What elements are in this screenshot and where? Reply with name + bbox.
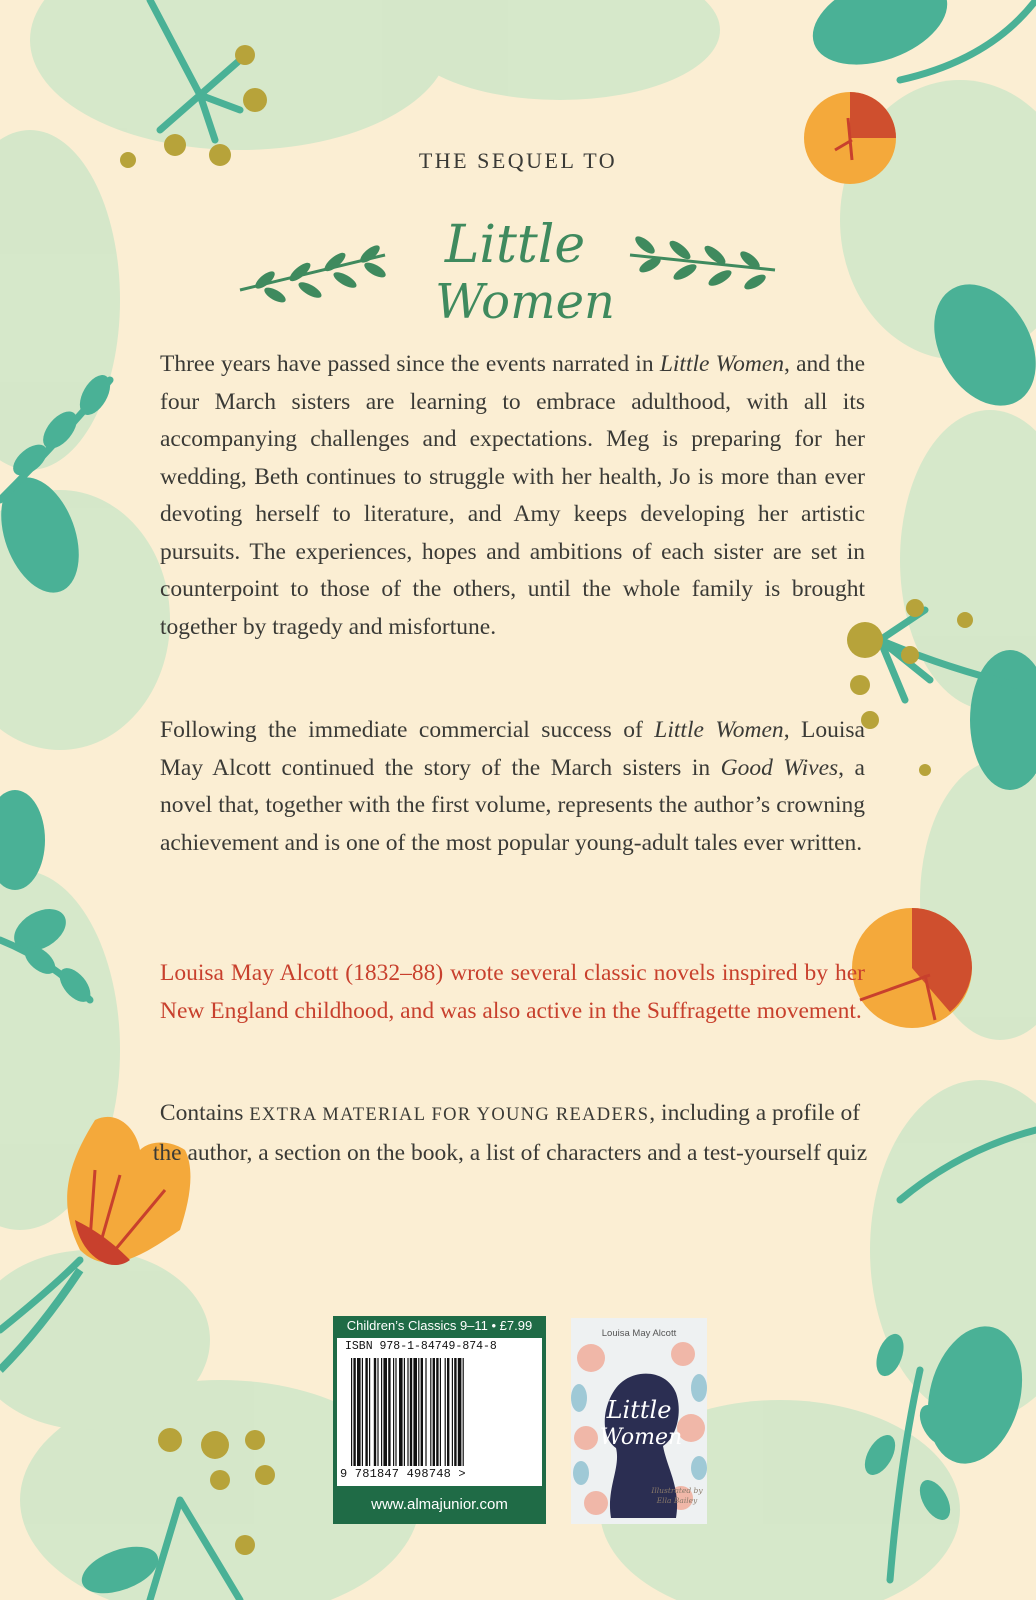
blurb-paragraph-1: Three years have passed since the events narrated in Little Women, and the four March sisters are learning to embrace adulthood, with all its accompanying challenges and expectations. Meg is preparing for her wedding, Beth continues to struggle with her health, Jo is more than ever devoting herself to literature, and Amy keeps developing her artistic pursuits. The experiences, hopes and ambitions of each sister are set in counterpoint to those of the others, until the whole family is brought together by tragedy and misfortune. [160,351,866,640]
mini-title-line2: Women [599,1425,683,1450]
front-cover-thumbnail [571,1318,707,1524]
barcode-bar [430,1358,431,1466]
barcode-bar [407,1358,408,1466]
barcode-bar [463,1358,464,1466]
barcode-bar [458,1358,462,1466]
barcode-bar [445,1358,446,1466]
mini-title-line1: Little [606,1396,672,1424]
barcode-bar [369,1358,370,1466]
barcode-bar [440,1358,441,1466]
barcode-bar [388,1358,390,1466]
barcode-bars [351,1358,531,1466]
extra-material-note: Contains EXTRA MATERIAL FOR YOUNG READERS, including a profile of the author, a section on the book, a list of characters and a test-yourself quiz [152,1100,868,1166]
barcode-bar [365,1358,367,1466]
author-note: Louisa May Alcott (1832–88) wrote several classic novels inspired by her New England childhood, and was also active in the Suffragette movement. [160,960,865,1024]
title-line1: Little [444,215,586,275]
website-link[interactable]: www.almajunior.com [371,1496,508,1513]
category-price: Children’s Classics 9–11 • £7.99 [346,1318,533,1333]
barcode-bar [421,1358,423,1466]
isbn-label: ISBN 978-1-84749-874-8 [345,1340,497,1353]
barcode-bar [374,1358,376,1466]
barcode-bar [399,1358,403,1466]
barcode-bar [395,1358,396,1466]
barcode-bar [425,1358,426,1466]
laurel-left-icon [253,242,388,305]
barcode-bar [410,1358,412,1466]
barcode-bar [357,1358,361,1466]
barcode-area [337,1338,542,1486]
barcode-bar [383,1358,387,1466]
barcode-bar [433,1358,435,1466]
barcode-bar [452,1358,453,1466]
barcode-bar [447,1358,449,1466]
mini-illustrator-credit: Illustrated by Ella Bailey [651,1486,703,1505]
title-line2: Women [435,274,615,330]
barcode-bar [353,1358,355,1466]
barcode-bar [454,1358,456,1466]
barcode-bar [377,1358,378,1466]
barcode-bar [413,1358,417,1466]
barcode-bar [436,1358,438,1466]
barcode-bar [381,1358,382,1466]
barcode-number: 9 781847 498748 > [340,1467,466,1481]
barcode-bar [418,1358,419,1466]
barcode-bar [404,1358,405,1466]
barcode-bar [362,1358,363,1466]
blurb-paragraph-2: Following the immediate commercial success of Little Women, Louisa May Alcott continued the story of the March sisters in Good Wives, a novel that, together with the first volume, represents the author’s crowning achievement and is one of the most popular young-adult tales ever written. [160,717,865,856]
barcode-bar [351,1358,352,1466]
barcode-panel [333,1316,546,1524]
title-logo [235,200,785,340]
mini-author: Louisa May Alcott [601,1328,677,1339]
barcode-bar [393,1358,394,1466]
sequel-label: THE SEQUEL TO [418,148,618,173]
